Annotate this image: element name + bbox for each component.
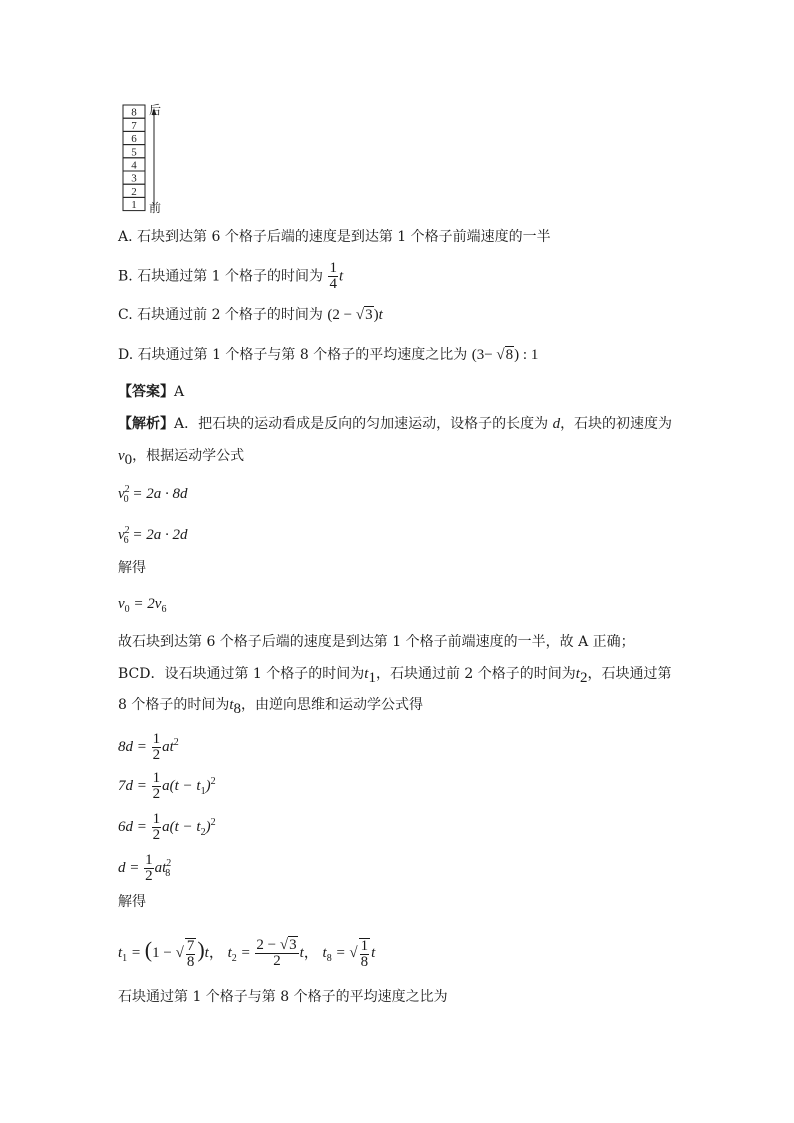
option-b-text: B. 石块通过第 1 个格子的时间为 [118,268,323,285]
equation-3: $v_0 = 2v_6$ [118,596,167,615]
grid-cell-label: 4 [131,159,137,172]
bottom-label: 前 [149,201,162,215]
option-d: D. 石块通过第 1 个格子与第 8 个格子的平均速度之比为 (3− √8) : 1 [118,347,539,363]
top-label: 后 [149,103,162,117]
option-c-text: C. 石块通过前 2 个格子的时间为 [118,307,323,323]
last-line: 石块通过第 1 个格子与第 8 个格子的平均速度之比为 [118,989,448,1005]
solve-label-1: 解得 [118,560,146,576]
var-t: t [338,268,344,285]
bcd-line-2: 8 个格子的时间为$t_8$，由逆向思维和运动学公式得 [118,697,424,717]
analysis-line-2: $v_0$，根据运动学公式 [118,448,245,468]
option-d-text: D. 石块通过第 1 个格子与第 8 个格子的平均速度之比为 [118,347,468,363]
answer-line [118,382,184,402]
option-c: C. 石块通过前 2 个格子的时间为 (2 − √3)t [118,307,383,323]
answer-value: A [174,384,185,400]
fraction-one-quarter: $\frac{1}{4}$ [329,260,337,292]
analysis-line-1: 【解析】A．把石块的运动看成是反向的匀加速运动，设格子的长度为 d，石块的初速度为 [118,416,673,432]
answer-label: 【答案】 [118,384,174,400]
option-b [118,261,343,291]
grid-cells [123,105,145,211]
equation-6: 6d = $\frac{1}{2}$ $a(t - t_2)^2$ [118,811,216,844]
grid-cell-label: 2 [131,185,137,198]
equation-4: 8d = $\frac{1}{2}$ $at^2$ [118,731,179,764]
bcd-line-1: BCD．设石块通过第 1 个格子的时间为$t_1$，石块通过前 2 个格子的时间为$t_2$，石块通过第 [118,666,672,686]
grid-figure [122,104,182,220]
equation-7: d = $\frac{1}{2}$ $at^2_8$ [118,852,172,885]
grid-cell-label: 3 [131,172,137,185]
conclusion-a: 故石块到达第 6 个格子后端的速度是到达第 1 个格子前端速度的一半，故 A 正确； [118,634,635,650]
equation-5: 7d = $\frac{1}{2}$ $a(t - t_1)^2$ [118,770,216,803]
grid-cell-label: 1 [131,199,137,212]
option-a: A. 石块到达第 6 个格子后端的速度是到达第 1 个格子前端速度的一半 [118,229,551,245]
equation-1: $v^2_0 = 2a \cdot 8d$ [118,484,188,505]
analysis-label: 【解析】 [118,416,174,432]
grid-cell-label: 5 [131,146,137,159]
grid-cell-label: 7 [131,119,137,132]
equation-2: $v^2_6 = 2a \cdot 2d$ [118,525,188,546]
result-line: $t_1 = (1$ − √ $\frac{7}{8}$ )t， $t_2$ = $\frac{2 - √3}{2}$ t， $t_8$ = √ $\frac{1}{8}$ t [118,937,376,970]
solve-label-2: 解得 [118,894,146,910]
grid-cell-label: 6 [131,133,137,146]
grid-cell-label: 8 [131,106,137,119]
